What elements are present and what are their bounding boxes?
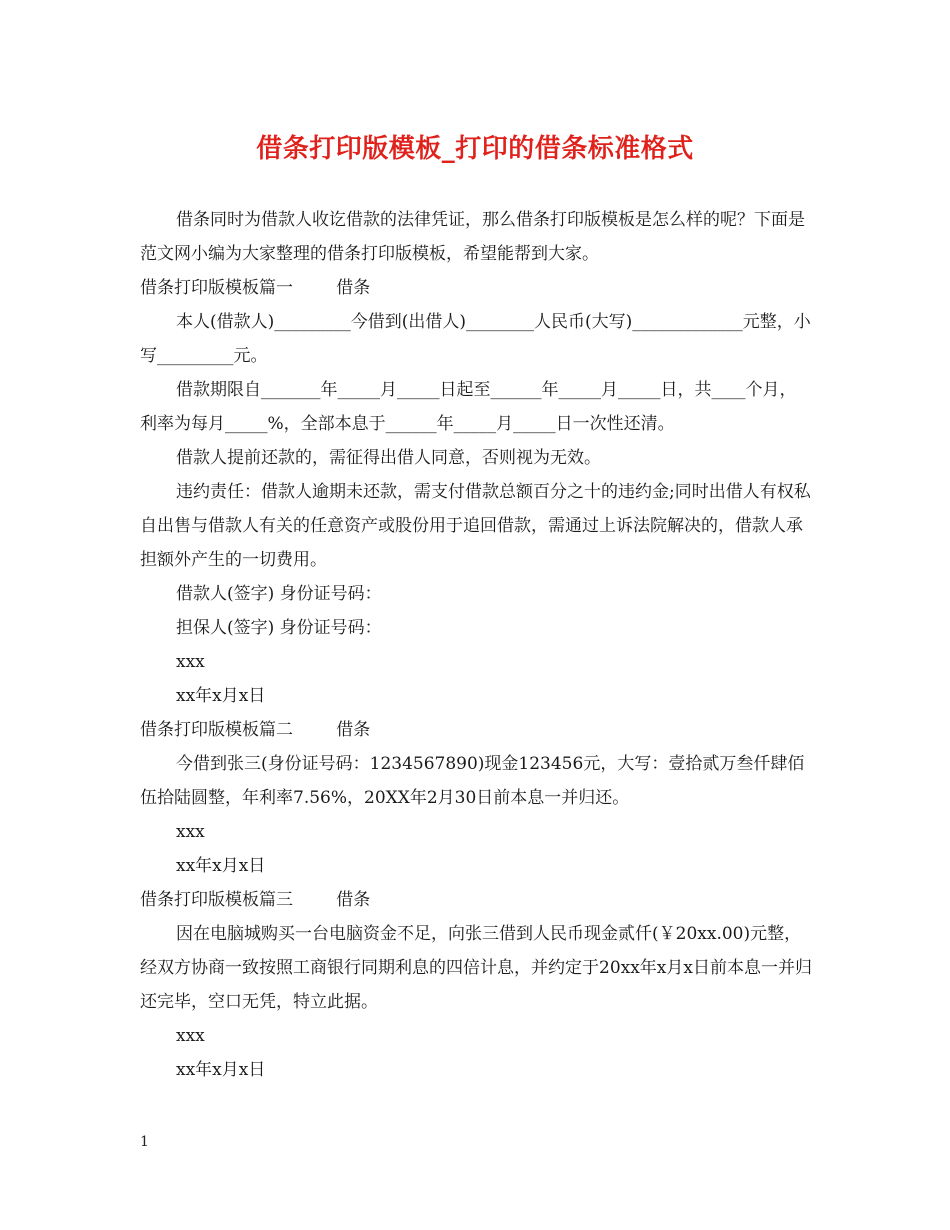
section-heading: 借条打印版模板篇一 借条	[140, 278, 371, 298]
section-heading: 借条打印版模板篇三 借条	[140, 890, 371, 910]
paragraph: 借款人(签字) 身份证号码：	[176, 584, 382, 604]
paragraph: xx年x月x日	[176, 1060, 266, 1080]
paragraph: xxx	[176, 652, 205, 672]
section-heading: 借条打印版模板篇二 借条	[140, 720, 371, 740]
paragraph: 今借到张三(身份证号码：1234567890)现金123456元，大写：壹拾贰万叁仟肆佰伍拾陆圆整，年利率7.56%，20XX年2月30日前本息一并归还。	[140, 754, 805, 808]
paragraph: xx年x月x日	[176, 856, 266, 876]
paragraph: 借条同时为借款人收讫借款的法律凭证，那么借条打印版模板是怎么样的呢？下面是范文网小编为大家整理的借条打印版模板，希望能帮到大家。	[140, 210, 805, 264]
document-body	[140, 203, 812, 1087]
paragraph: 担保人(签字) 身份证号码：	[176, 618, 382, 638]
page-number: 1	[140, 1134, 149, 1150]
paragraph: xx年x月x日	[176, 686, 266, 706]
paragraph: 违约责任：借款人逾期未还款，需支付借款总额百分之十的违约金;同时出借人有权私自出售与借款人有关的任意资产或股份用于追回借款，需通过上诉法院解决的，借款人承担额外产生的一切费用。	[140, 482, 811, 570]
paragraph: 借款人提前还款的，需征得出借人同意，否则视为无效。	[176, 448, 601, 468]
document-title: 借条打印版模板_打印的借条标准格式	[256, 134, 694, 164]
paragraph: xxx	[176, 1026, 205, 1046]
paragraph: 本人(借款人)_________今借到(出借人)________人民币(大写)_____________元整，小写_________元。	[140, 312, 811, 366]
paragraph: xxx	[176, 822, 205, 842]
paragraph: 因在电脑城购买一台电脑资金不足，向张三借到人民币现金贰仟(￥20xx.00)元整，经双方协商一致按照工商银行同期利息的四倍计息，并约定于20xx年x月x日前本息一并归还完毕，空口无凭，特立此据。	[140, 924, 812, 1012]
paragraph: 借款期限自_______年_____月_____日起至______年_____月_____日，共____个月，利率为每月_____%，全部本息于______年_____月_____日一次性还清。	[140, 380, 797, 434]
